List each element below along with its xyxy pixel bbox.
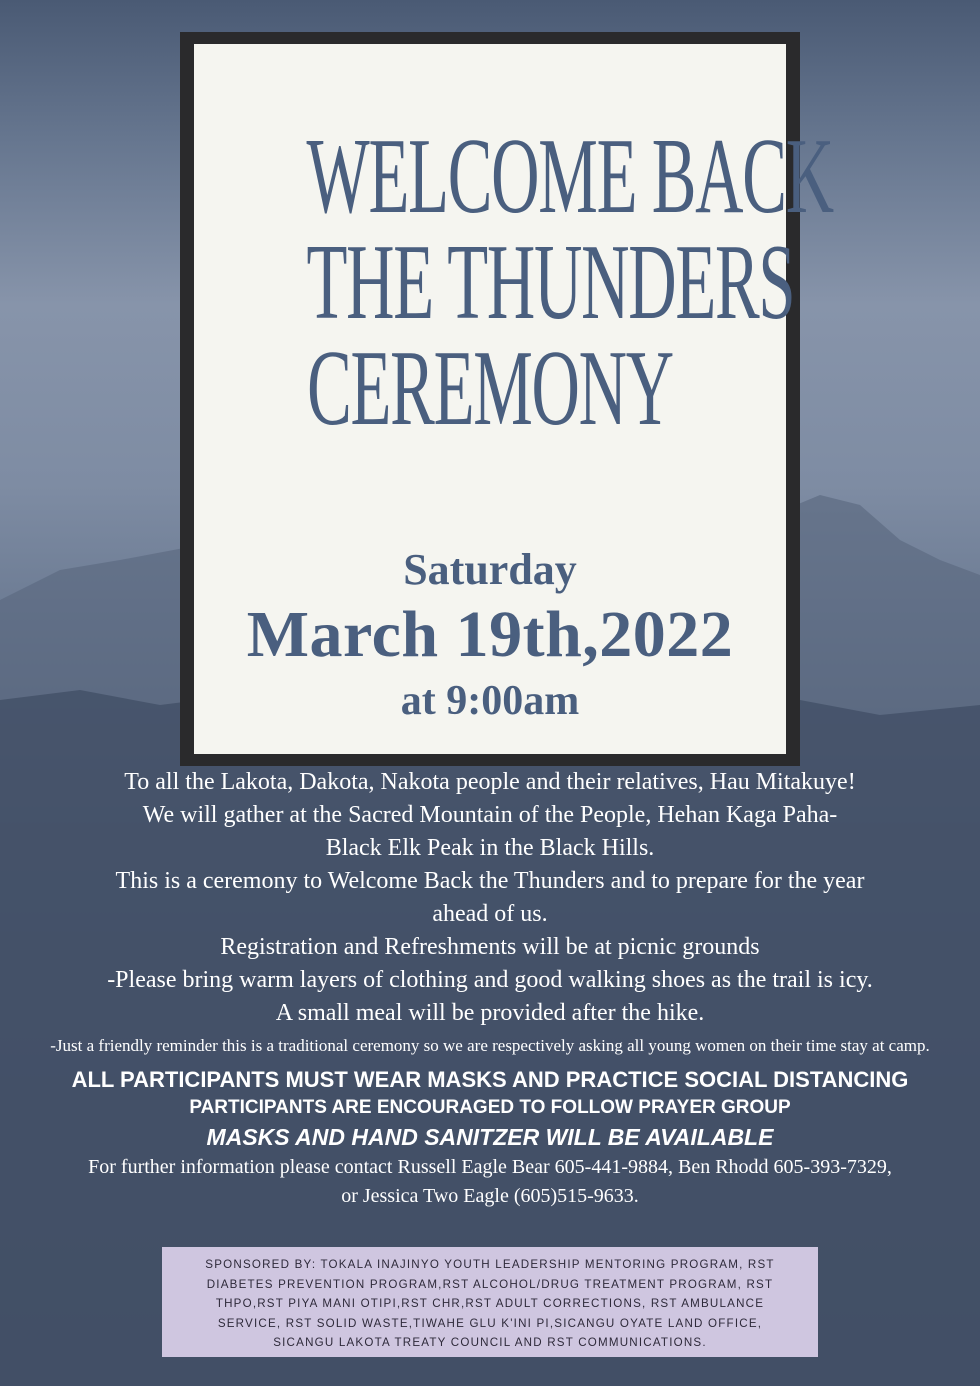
contact-line-2: or Jessica Two Eagle (605)515-9633. — [341, 1185, 639, 1207]
prayer-group-notice: PARTICIPANTS ARE ENCOURAGED TO FOLLOW PRAYER GROUP — [189, 1097, 791, 1118]
event-details — [0, 766, 980, 1211]
reminder-text: -Just a friendly reminder this is a traditional ceremony so we are respectively asking all young women on their time stay at camp. — [50, 1036, 930, 1055]
detail-line: We will gather at the Sacred Mountain of the People, Hehan Kaga Paha- — [142, 802, 838, 828]
event-title — [306, 44, 833, 448]
sanitizer-notice: MASKS AND HAND SANITZER WILL BE AVAILABLE — [206, 1124, 774, 1150]
notices — [0, 1065, 980, 1153]
title-line-2: THE THUNDERS — [306, 223, 795, 342]
sponsor-box — [162, 1247, 818, 1357]
event-day: Saturday — [403, 545, 577, 594]
title-card-inner — [194, 44, 833, 754]
event-date: March 19th,2022 — [246, 598, 734, 671]
masks-notice: ALL PARTICIPANTS MUST WEAR MASKS AND PRACTICE SOCIAL DISTANCING — [71, 1067, 909, 1092]
title-card — [180, 32, 833, 766]
title-line-1: WELCOME BACK — [306, 117, 833, 236]
title-line-3: CEREMONY — [307, 329, 673, 448]
detail-line: To all the Lakota, Dakota, Nakota people and their relatives, Hau Mitakuye! — [124, 769, 856, 795]
detail-line: -Please bring warm layers of clothing and good walking shoes as the trail is icy. — [107, 967, 873, 993]
contact-line-1: For further information please contact Russell Eagle Bear 605-441-9884, Ben Rhodd 605-393-7329, — [88, 1156, 892, 1178]
detail-line: This is a ceremony to Welcome Back the Thunders and to prepare for the year — [115, 868, 865, 894]
detail-line: Black Elk Peak in the Black Hills. — [325, 835, 655, 861]
event-time: at 9:00am — [400, 678, 580, 724]
detail-line: A small meal will be provided after the hike. — [275, 1000, 705, 1026]
detail-line: Registration and Refreshments will be at picnic grounds — [220, 934, 760, 960]
sponsor-text: SPONSORED BY: TOKALA INAJINYO YOUTH LEADERSHIP MENTORING PROGRAM, RST DIABETES PREVENTION PROGRAM,RST ALCOHOL/DRUG TREATMENT PROGRAM, RST THPO,RST PIYA MANI OTIPI,RST CHR,RST ADULT CORRECTIONS, RST AMBULANCE SERVICE, RST SOLID WASTE,TIWAHE GLU K'INI PI,SICANGU OYATE LAND OFFICE, SICANGU LAKOTA TREATY COUNCIL AND RST COMMUNICATIONS. — [205, 1258, 775, 1350]
detail-line: ahead of us. — [432, 901, 548, 927]
